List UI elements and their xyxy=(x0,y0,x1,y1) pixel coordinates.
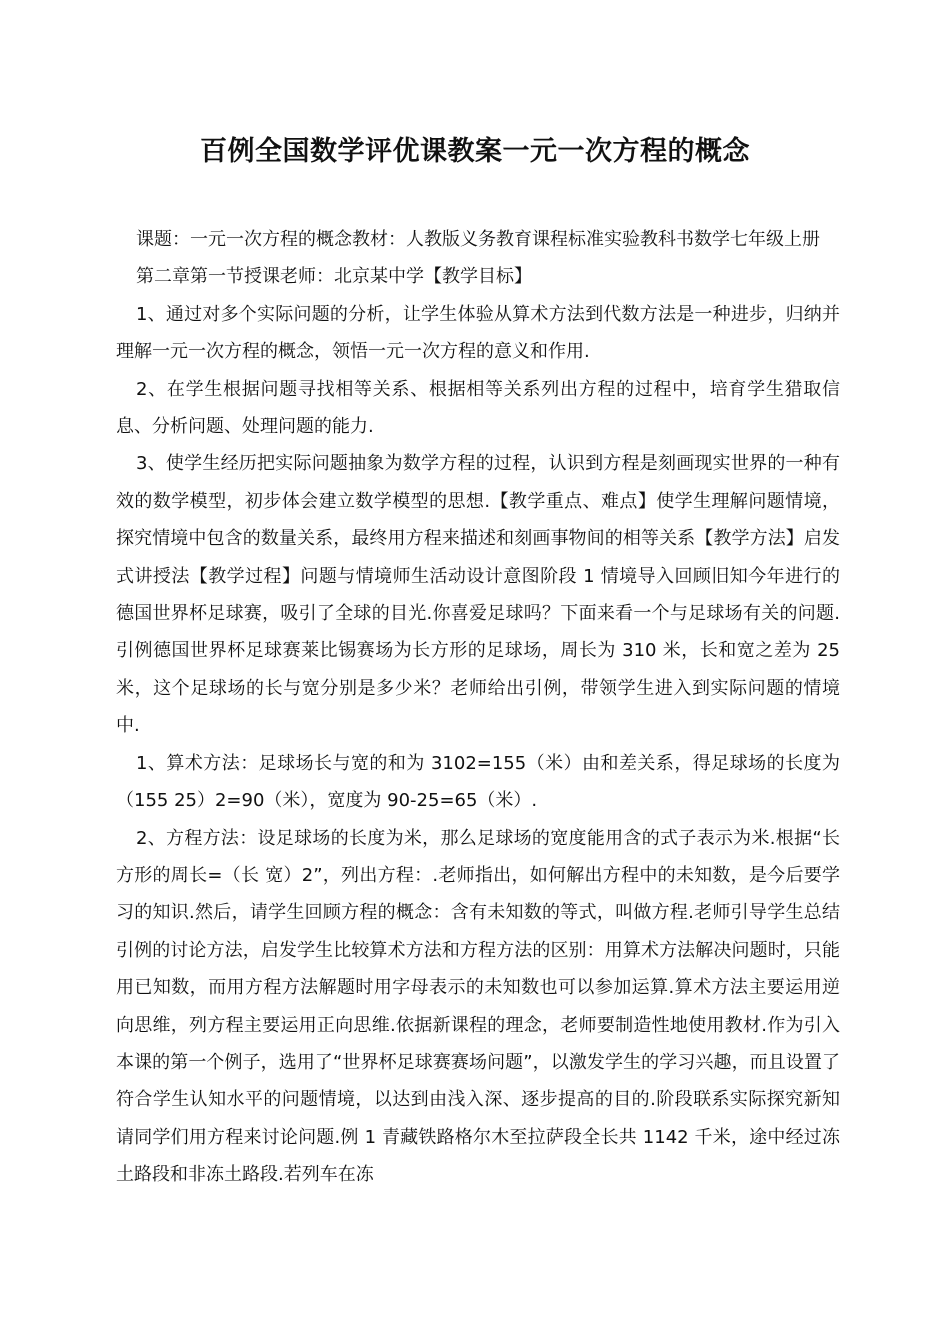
paragraph-goal-1: 1、通过对多个实际问题的分析，让学生体验从算术方法到代数方法是一种进步，归纳并理解一元一次方程的概念，领悟一元一次方程的意义和作用. xyxy=(116,303,840,363)
paragraph-chapter: 第二章第一节授课老师：北京某中学【教学目标】 xyxy=(136,266,532,288)
paragraph-equation-method: 2、方程方法：设足球场的长度为米，那么足球场的宽度能用含的式子表示为米.根据“长方形的周长=（长 宽）2”，列出方程：.老师指出，如何解出方程中的未知数，是今后要学习的知识.然后，请学生回顾方程的概念：含有未知数的等式，叫做方程.老师引导学生总结引例的讨论方法，启发学生比较算术方法和方程方法的区别：用算术方法解决问题时，只能用已知数，而用方程方法解题时用字母表示的未知数也可以参加运算.算术方法主要运用逆向思维，列方程主要运用正向思维.依据新课程的理念，老师要制造性地使用教材.作为引入本课的第一个例子，选用了“世界杯足球赛赛场问题”，以激发学生的学习兴趣，而且设置了符合学生认知水平的问题情境，以达到由浅入深、逐步提高的目的.阶段联系实际探究新知请同学们用方程来讨论问题.例 1 青藏铁路格尔木至拉萨段全长共 1142 千米，途中经过冻土路段和非冻土路段.若列车在冻 xyxy=(116,827,840,1186)
paragraph-goal-2: 2、在学生根据问题寻找相等关系、根据相等关系列出方程的过程中，培育学生猎取信息、分析问题、处理问题的能力. xyxy=(116,378,840,438)
paragraph-arithmetic-method: 1、算术方法：足球场长与宽的和为 3102=155（米）由和差关系，得足球场的长度为（155 25）2=90（米），宽度为 90-25=65（米）. xyxy=(116,752,840,812)
document-title: 百例全国数学评优课教案一元一次方程的概念 xyxy=(200,136,750,167)
paragraph-topic: 课题：一元一次方程的概念教材：人教版义务教育课程标准实验教科书数学七年级上册 xyxy=(136,229,820,250)
paragraph-goal-3: 3、使学生经历把实际问题抽象为数学方程的过程，认识到方程是刻画现实世界的一种有效的数学模型，初步体会建立数学模型的思想.【教学重点、难点】使学生理解问题情境，探究情境中包含的数量关系，最终用方程来描述和刻画事物间的相等关系【教学方法】启发式讲授法【教学过程】问题与情境师生活动设计意图阶段 1 情境导入回顾旧知今年进行的德国世界杯足球赛，吸引了全球的目光.你喜爱足球吗？下面来看一个与足球场有关的问题.引例德国世界杯足球赛莱比锡赛场为长方形的足球场，周长为 310 米，长和宽之差为 25 米，这个足球场的长与宽分别是多少米？老师给出引例，带领学生进入到实际问题的情境中. xyxy=(116,453,840,737)
document-body xyxy=(116,221,840,1194)
